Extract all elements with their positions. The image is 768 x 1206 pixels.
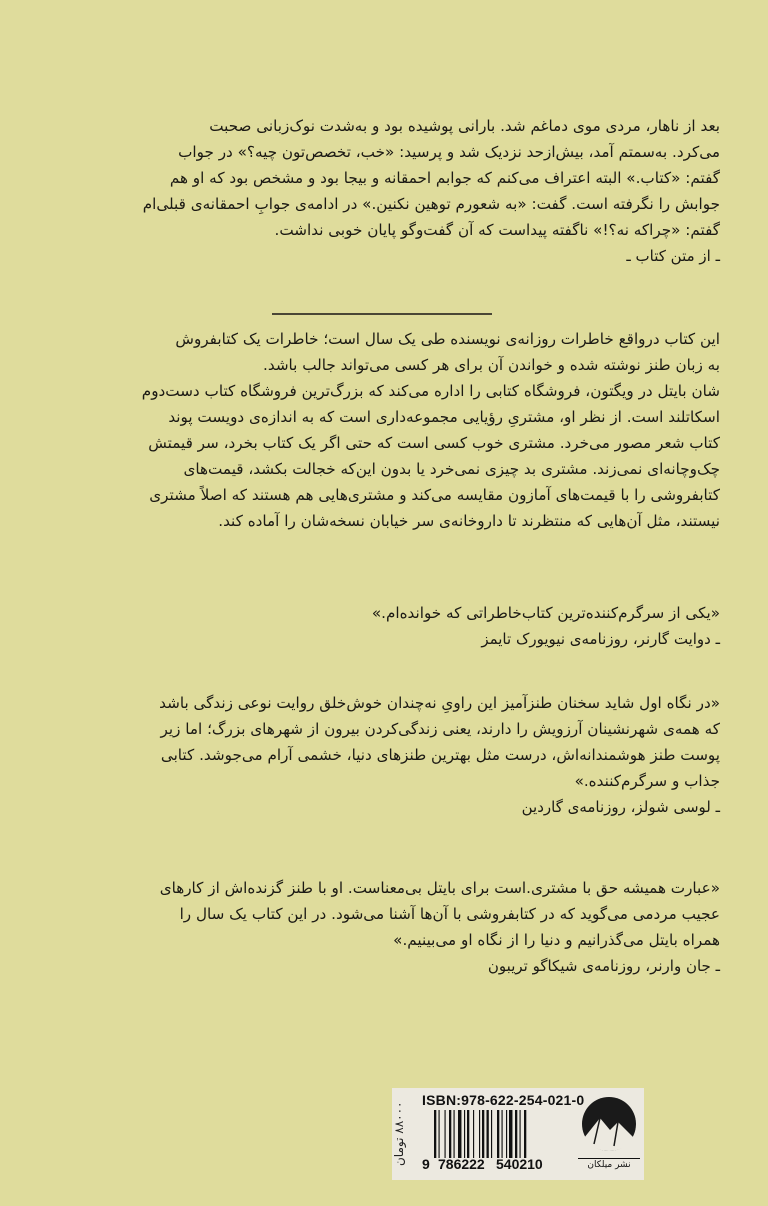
ean-left-digits: 786222 [438,1156,485,1172]
review-quote [62,690,720,820]
excerpt-line: جوابش را نگرفته است. گفت: «به شعورم توهین نکنین.» در ادامه‌ی جوابِ احمقانه‌ی قبلی‌ام [142,195,720,213]
review-source: ـ دوایت گارنر، روزنامه‌ی نیویورک تایمز [481,630,720,648]
review-line: پوست طنز هوشمندانه‌اش، درست مثل بهترین طنزهای دنیا، خشمی آرام می‌جوشد. کتابی [160,746,720,764]
excerpt-line: گفتم: «کتاب.» البته اعتراف می‌کنم که جوابم احمقانه و بیجا بود و مشخص بود که او هم [169,169,720,187]
excerpt-line: گفتم: «چراکه نه؟!» ناگفته پیداست که آن گفت‌وگو پایان خوبی نداشت. [274,221,720,239]
barcode-bar [491,1110,492,1158]
review-text [62,690,720,794]
review-text [62,600,720,626]
barcode-bar [506,1110,507,1158]
description-line: کتاب شعر مصور می‌خرد. مشتری خوب کسی است که حتی اگر یک کتاب بخرد، سر قیمتش [148,434,720,452]
description-line: کتابفروشی را با قیمت‌های آمازون مقایسه می‌کند و مشتری‌هایی هم هستند که اصلاً مشتری [149,486,720,504]
barcode-bar [509,1110,512,1158]
description-line: این کتاب درواقع خاطرات روزانه‌ی نویسنده طی یک سال است؛ خاطرات یک کتابفروش [175,330,720,348]
barcode-bar [454,1110,455,1158]
book-excerpt [62,113,720,269]
book-description [62,326,720,534]
barcode-bar [524,1110,526,1158]
barcode-bar [458,1110,461,1158]
review-line: «یکی از سرگرم‌کننده‌ترین کتاب‌خاطراتی که خوانده‌ام.» [371,604,720,622]
barcode-bar [520,1110,521,1158]
review-line: عجیب مردمی می‌گوید که در کتابفروشی با آن‌ها آشنا می‌شود. در این کتاب یک سال را [179,905,720,923]
section-divider [272,313,492,315]
excerpt-text [62,113,720,243]
barcode-bar [445,1110,446,1158]
barcode-bar [439,1110,440,1158]
barcode-bar [479,1110,480,1158]
review-quote [62,875,720,979]
excerpt-source: ـ از متن کتاب ـ [626,247,720,265]
barcode-bar [487,1110,489,1158]
barcode-bars [434,1110,548,1158]
ean-first-digit: 9 [422,1156,430,1172]
description-line: چک‌وچانه‌ای نمی‌زند. مشتری بد چیزی نمی‌خرد یا بدون این‌که خجالت بکشد، قیمت‌های [183,460,720,478]
description-line: شان بایتل در ویگتون، فروشگاه کتابی را اداره می‌کند که بزرگ‌ترین فروشگاه کتاب دست‌دوم [141,382,720,400]
barcode-bar [473,1110,474,1158]
barcode-bar [449,1110,451,1158]
review-text [62,875,720,953]
publisher-name: نشر میلکان [578,1158,640,1170]
description-line: اسکاتلند است. از نظر او، مشتریِ رؤیایی مجموعه‌داری است که به اندازه‌ی دویست پوند [168,408,720,426]
review-source: ـ لوسی شولز، روزنامه‌ی گاردین [521,798,720,816]
description-text [62,326,720,534]
review-source: ـ جان وارنر، روزنامه‌ی شیکاگو تریبون [487,957,720,975]
barcode-bar [515,1110,517,1158]
review-line: «در نگاه اول شاید سخنان طنزآمیز این راویِ نه‌چندان خوش‌خلق روایت نوعی زندگی باشد [159,694,720,712]
ean-right-digits: 540210 [496,1156,543,1172]
barcode-bar [502,1110,503,1158]
barcode-label [392,1088,644,1180]
review-line: «عبارت همیشه حق با مشتری.است برای بایتل بی‌معناست. او با طنز گزنده‌اش از کارهای [159,879,720,897]
review-line: جذاب و سرگرم‌کننده.» [574,772,720,790]
review-line: که همه‌ی شهرنشینان آرزویش را دارند، یعنی زندگی‌کردن بیرون از شهرهای بزرگ؛ اما زیر [160,720,720,738]
review-quote [62,600,720,652]
isbn-text: ISBN:978-622-254-021-0 [422,1092,585,1108]
review-line: همراه بایتل می‌گذرانیم و دنیا را از نگاه او می‌بینیم.» [393,931,720,949]
excerpt-line: می‌کرد. به‌سمتم آمد، بیش‌ازحد نزدیک شد و پرسید: «خب، تخصص‌تون چیه؟» در جواب [178,143,720,161]
barcode-bar [497,1110,499,1158]
description-line: نیستند، مثل آن‌هایی که منتظرند تا داروخانه‌ی سر خیابان نسخه‌شان را آماده کند. [218,512,720,530]
barcode-bar [482,1110,484,1158]
price-label: ۸۸۰۰۰ تومان [392,1101,406,1167]
barcode-bar [434,1110,436,1158]
excerpt-line: بعد از ناهار، مردی موی دماغم شد. بارانی پوشیده بود و به‌شدت نوک‌زبانی صحبت [209,117,720,135]
barcode-bar [464,1110,465,1158]
description-line: به زبان طنز نوشته شده و خواندن آن برای هر کسی می‌تواند جالب باشد. [263,356,720,374]
barcode-bar [467,1110,469,1158]
